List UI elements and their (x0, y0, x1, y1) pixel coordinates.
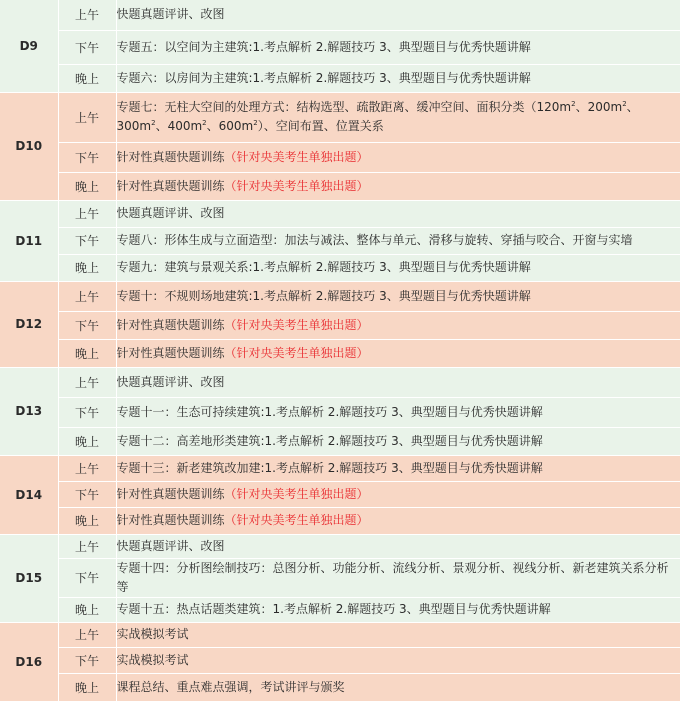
schedule-row (0, 339, 680, 367)
session-text: 、200m (575, 100, 623, 114)
time-slot: 晚上 (58, 254, 116, 281)
session-text: ）、空间布置、位置关系 (257, 119, 384, 133)
session-content (116, 142, 680, 172)
day-label: D11 (0, 200, 58, 281)
time-slot: 下午 (58, 142, 116, 172)
session-content (116, 367, 680, 397)
time-slot: 下午 (58, 311, 116, 339)
schedule-row (0, 200, 680, 227)
schedule-row (0, 397, 680, 427)
session-content (116, 647, 680, 673)
session-content (116, 281, 680, 311)
schedule-row (0, 455, 680, 481)
session-content (116, 200, 680, 227)
session-content (116, 673, 680, 701)
superscript: 2 (151, 119, 156, 127)
time-slot: 上午 (58, 0, 116, 30)
session-note: （针对央美考生单独出题） (224, 178, 369, 193)
day-label: D14 (0, 455, 58, 534)
time-slot: 上午 (58, 200, 116, 227)
session-text: 专题八：形体生成与立面造型：加法与减法、整体与单元、滑移与旋转、穿插与咬合、开窗与实墙 (116, 233, 633, 247)
session-text: 快题真题评讲、改图 (116, 206, 225, 220)
schedule-row (0, 227, 680, 254)
superscript: 2 (622, 100, 627, 108)
session-content (116, 172, 680, 200)
schedule-row (0, 64, 680, 92)
session-content (116, 622, 680, 647)
time-slot: 下午 (58, 558, 116, 597)
session-text: 专题十二：高差地形类建筑:1.考点解析 2.解题技巧 3、典型题目与优秀快题讲解 (116, 433, 543, 448)
session-note: （针对央美考生单独出题） (224, 345, 369, 360)
session-text: 专题十五：热点话题类建筑：1.考点解析 2.解题技巧 3、典型题目与优秀快题讲解 (116, 602, 551, 616)
schedule-row (0, 281, 680, 311)
session-note: （针对央美考生单独出题） (224, 149, 369, 164)
session-content (116, 455, 680, 481)
session-note: （针对央美考生单独出题） (224, 317, 369, 332)
session-content (116, 507, 680, 534)
session-text: 专题七：无柱大空间的处理方式：结构选型、疏散距离、缓冲空间、面积分类（120m (116, 100, 572, 114)
session-content (116, 30, 680, 64)
time-slot: 上午 (58, 367, 116, 397)
session-text: 针对性真题快题训练 (116, 178, 225, 193)
session-text: 、600m (206, 119, 254, 133)
schedule-row (0, 92, 680, 142)
session-text: 实战模拟考试 (116, 627, 189, 641)
session-content (116, 254, 680, 281)
time-slot: 晚上 (58, 172, 116, 200)
session-text: 针对性真题快题训练 (116, 513, 225, 527)
session-text: 针对性真题快题训练 (116, 149, 225, 164)
time-slot: 上午 (58, 622, 116, 647)
session-text: 专题五：以空间为主建筑:1.考点解析 2.解题技巧 3、典型题目与优秀快题讲解 (116, 39, 531, 54)
schedule-row (0, 367, 680, 397)
day-label: D16 (0, 622, 58, 701)
day-label: D10 (0, 92, 58, 200)
session-text: 专题十四：分析图绘制技巧：总图分析、功能分析、流线分析、景观分析、视线分析、新老建筑关系分析等 (116, 560, 669, 594)
schedule-row (0, 534, 680, 558)
session-content (116, 558, 680, 597)
session-text: 、300m (116, 100, 639, 133)
session-content (116, 397, 680, 427)
session-text: 针对性真题快题训练 (116, 345, 225, 360)
schedule-row (0, 481, 680, 507)
schedule-row (0, 0, 680, 30)
day-label: D9 (0, 0, 58, 92)
schedule-row (0, 622, 680, 647)
time-slot: 晚上 (58, 507, 116, 534)
time-slot: 下午 (58, 647, 116, 673)
session-note: （针对央美考生单独出题） (224, 486, 369, 501)
schedule-row (0, 172, 680, 200)
session-text: 针对性真题快题训练 (116, 486, 225, 501)
time-slot: 下午 (58, 397, 116, 427)
time-slot: 上午 (58, 281, 116, 311)
session-content (116, 227, 680, 254)
schedule-row (0, 507, 680, 534)
time-slot: 晚上 (58, 673, 116, 701)
session-text: 专题十三：新老建筑改加建:1.考点解析 2.解题技巧 3、典型题目与优秀快题讲解 (116, 460, 543, 475)
schedule-row (0, 427, 680, 455)
session-content (116, 311, 680, 339)
schedule-row (0, 30, 680, 64)
session-text: 专题六：以房间为主建筑:1.考点解析 2.解题技巧 3、典型题目与优秀快题讲解 (116, 70, 531, 85)
session-content (116, 427, 680, 455)
session-note: （针对央美考生单独出题） (224, 513, 369, 527)
time-slot: 上午 (58, 455, 116, 481)
session-content (116, 64, 680, 92)
time-slot: 下午 (58, 30, 116, 64)
schedule-row (0, 142, 680, 172)
session-text: 专题十：不规则场地建筑:1.考点解析 2.解题技巧 3、典型题目与优秀快题讲解 (116, 288, 531, 303)
superscript: 2 (571, 100, 576, 108)
superscript: 2 (253, 119, 258, 127)
time-slot: 下午 (58, 481, 116, 507)
time-slot: 晚上 (58, 64, 116, 92)
session-content (116, 481, 680, 507)
time-slot: 晚上 (58, 427, 116, 455)
session-content (116, 92, 680, 142)
schedule-row (0, 673, 680, 701)
session-text: 专题九：建筑与景观关系:1.考点解析 2.解题技巧 3、典型题目与优秀快题讲解 (116, 260, 531, 274)
schedule-row (0, 254, 680, 281)
schedule-row (0, 597, 680, 622)
session-text: 快题真题评讲、改图 (116, 7, 225, 22)
time-slot: 晚上 (58, 597, 116, 622)
session-content (116, 534, 680, 558)
time-slot: 下午 (58, 227, 116, 254)
session-text: 针对性真题快题训练 (116, 317, 225, 332)
day-label: D15 (0, 534, 58, 622)
session-content (116, 0, 680, 30)
time-slot: 上午 (58, 534, 116, 558)
session-text: 快题真题评讲、改图 (116, 538, 225, 553)
session-content (116, 597, 680, 622)
session-content (116, 339, 680, 367)
day-label: D13 (0, 367, 58, 455)
session-text: 专题十一：生态可持续建筑:1.考点解析 2.解题技巧 3、典型题目与优秀快题讲解 (116, 404, 543, 419)
session-text: 快题真题评讲、改图 (116, 374, 225, 389)
superscript: 2 (202, 119, 207, 127)
schedule-row (0, 311, 680, 339)
session-text: 实战模拟考试 (116, 652, 189, 667)
session-text: 课程总结、重点难点强调，考试讲评与颁奖 (116, 679, 345, 694)
session-text: 、400m (155, 119, 203, 133)
time-slot: 上午 (58, 92, 116, 142)
schedule-row (0, 558, 680, 597)
time-slot: 晚上 (58, 339, 116, 367)
day-label: D12 (0, 281, 58, 367)
schedule-row (0, 647, 680, 673)
